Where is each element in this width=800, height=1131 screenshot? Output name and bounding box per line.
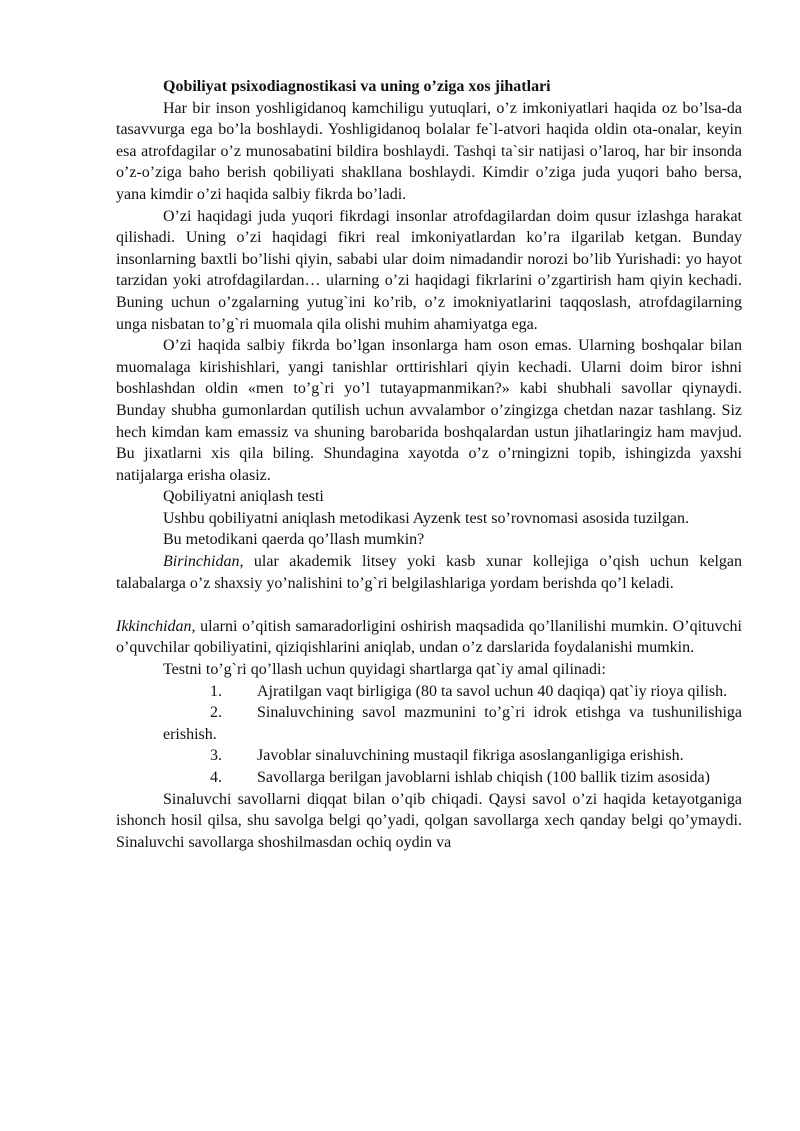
paragraph-8-text: ularni o’qitish samaradorligini oshirish maqsadida qo’llanilishi mumkin. O’qituvchi o’quvchilar qobiliyatini, qiziqishlarini aniqlab, undan o’z darslarida foydalanishi mumkin.: [116, 617, 742, 657]
blank-line: [116, 594, 742, 616]
list-item-number: 1.: [210, 682, 222, 700]
list-item-text: Ajratilgan vaqt birligiga (80 ta savol uchun 40 daqiqa) qat`iy rioya qilish.: [257, 682, 728, 700]
list-item: [163, 767, 742, 789]
list-item-text: Javoblar sinaluvchining mustaqil fikriga asoslanganligiga erishish.: [257, 747, 684, 765]
list-item: [163, 745, 742, 767]
paragraph-7-text: ular akademik litsey yoki kasb xunar kollejiga o’qish uchun kelgan talabalarga o’z shaxsiy yo’nalishini to’g`ri belgilashlariga yordam berishda qo’l keladi.: [116, 553, 742, 592]
paragraph-8: [116, 616, 742, 659]
paragraph-7-lead: Birinchidan,: [163, 553, 244, 571]
paragraph-6: Bu metodikani qaerda qo’llash mumkin?: [163, 531, 425, 549]
paragraph-5: Ushbu qobiliyatni aniqlash metodikasi Ayzenk test so’rovnomasi asosida tuzilgan.: [163, 509, 690, 527]
paragraph-1: Har bir inson yoshligidanoq kamchiligu yutuqlari, o’z imkoniyatlari haqida oz bo’lsa-da tasavvurga ega bo’la boshlaydi. Yoshligidanoq bolalar fe`l-atvori haqida oldin ota-onalar, keyin esa atrofdagilar o’z munosabatini bildira boshlaydi. Tashqi ta`sir natijasi o’laroq, har bir insonda o’z-o’ziga baho berish qobiliyati shakllana boshlaydi. Kimdir o’ziga juda yuqori baho bersa, yana kimdir o’zi haqida salbiy fikrda bo’ladi.: [116, 99, 742, 203]
list-item-text: Savollarga berilgan javoblarni ishlab chiqish (100 ballik tizim asosida): [257, 769, 710, 786]
section-heading-test: Qobiliyatni aniqlash testi: [163, 488, 324, 506]
paragraph-2: O’zi haqidagi juda yuqori fikrdagi insonlar atrofdagilardan doim qusur izlashga harakat qilishadi. Uning o’zi haqidagi fikri real imkoniyatlardan ko’ra ilgarilab ketgan. Bunday insonlarning baxtli bo’lishi qiyin, sababi ular doim nimadandir norozi bo’lib Yurishadi: yo hayot tarzidan yoki atrofdagilardan… ularning o’zi haqidagi fikrlarini o’zgartirish ham qiyin kechadi. Buning uchun o’zgalarning yutug`ini ko’rib, o’z imokniyatlarini taqqoslash, atrofdagilarning unga nisbatan to’g`ri muomala qila olishi muhim ahamiyatga ega.: [116, 207, 742, 333]
list-item-text: Sinaluvchining savol mazmunini to’g`ri idrok etishga va tushunilishiga erishish.: [163, 704, 742, 743]
paragraph-8-lead: Ikkinchidan,: [116, 617, 196, 635]
list-item-number: 2.: [210, 704, 222, 722]
document-title: Qobiliyat psixodiagnostikasi va uning o’ziga xos jihatlari: [163, 78, 551, 95]
list-item: [163, 702, 742, 745]
paragraph-7: [116, 551, 742, 594]
list-item-number: 4.: [210, 769, 222, 786]
paragraph-10: Sinaluvchi savollarni diqqat bilan o’qib chiqadi. Qaysi savol o’zi haqida ketayotganiga ishonch hosil qilsa, shu savolga belgi qo’yadi, qolgan savollarga xech qanday belgi qo’ymaydi. Sinaluvchi savollarga shoshilmasdan ochiq oydin va: [116, 790, 742, 851]
paragraph-3: O’zi haqida salbiy fikrda bo’lgan insonlarga ham oson emas. Ularning boshqalar bilan muomalaga kirishishlari, yangi tanishlar orttirishlari qiyin kechadi. Ularni doim biror ishni boshlashdan oldin «men to’g`ri yo’l tutayapmanmikan?» kabi shubhali savollar qiynaydi. Bunday shubha gumonlardan qutilish uchun avvalambor o’zingizga chetdan nazar tashlang. Siz hech kimdan kam emassiz va shuning barobarida boshqalardan ustun jihatlaringiz ham mavjud. Bu jixatlarni xis qila biling. Shundagina xayotda o’z o’rningizni topib, ishingizda yaxshi natijalarga erisha olasiz.: [116, 337, 742, 484]
paragraph-9: Testni to’g`ri qo’llash uchun quyidagi shartlarga qat`iy amal qilinadi:: [163, 661, 606, 679]
list-item-number: 3.: [210, 747, 222, 765]
document-page: [116, 76, 742, 853]
list-item: [163, 681, 742, 703]
